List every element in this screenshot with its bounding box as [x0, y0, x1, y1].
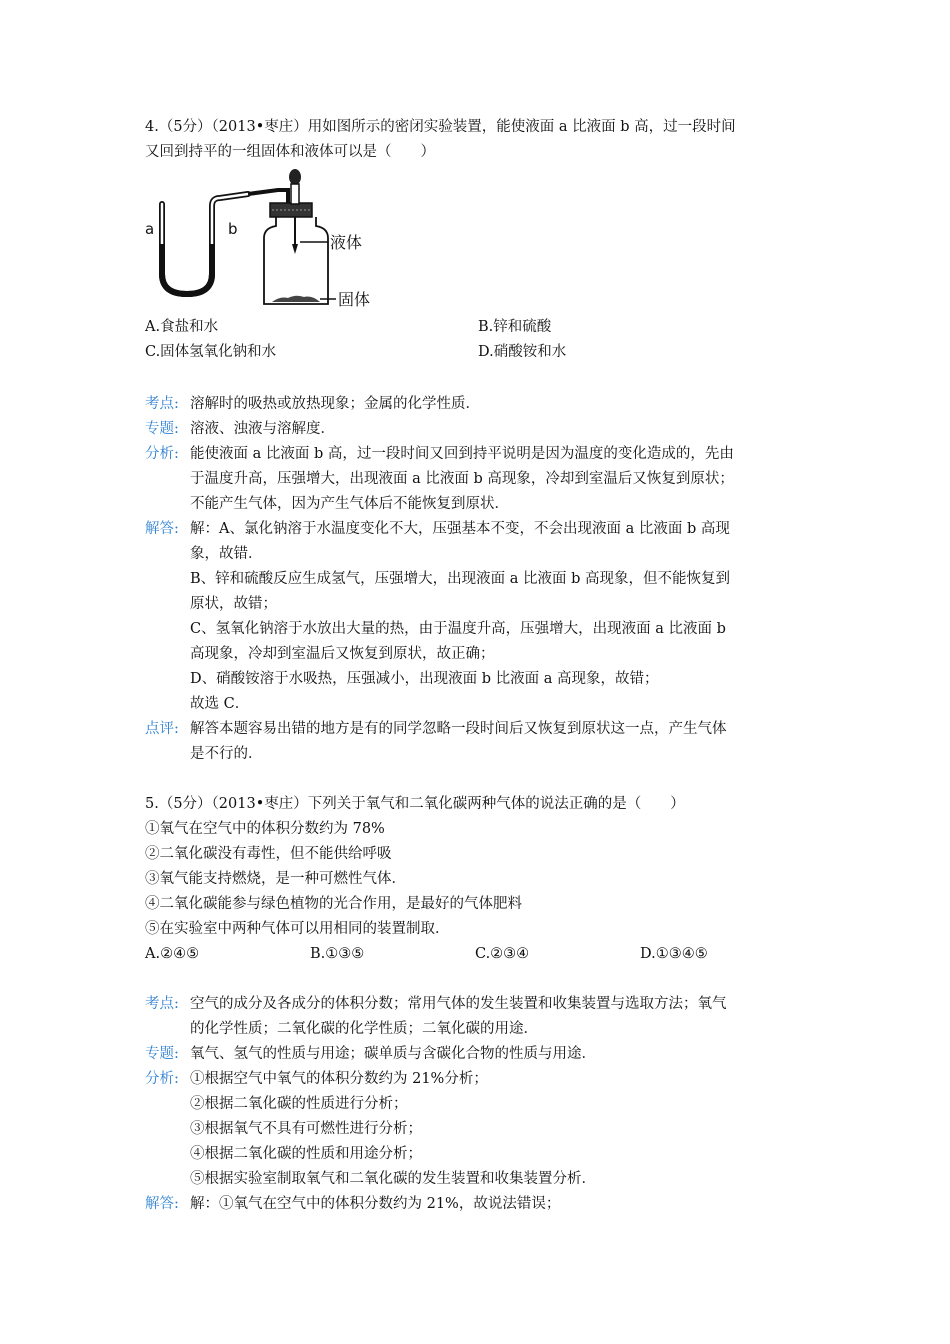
q4-dianping-line: 解答本题容易出错的地方是有的同学忽略一段时间后又恢复到原状这一点，产生气体 [190, 721, 727, 737]
u-tube [162, 194, 248, 294]
q4-fenxi-line: 于温度升高，压强增大，出现液面 a 比液面 b 高现象，冷却到室温后又恢复到原状； [190, 471, 734, 487]
label-a: a [145, 220, 155, 238]
q4-jieda-line: D、硝酸铵溶于水吸热，压强减小，出现液面 b 比液面 a 高现象，故错； [190, 671, 659, 687]
q5-option-c: C.②③④ [475, 946, 530, 962]
q5-jieda-label: 解答: [145, 1196, 179, 1212]
q4-fenxi-line: 能使液面 a 比液面 b 高，过一段时间又回到持平说明是因为温度的变化造成的，先由 [190, 446, 734, 462]
q5-jieda: 解：①氧气在空气中的体积分数约为 21%，故说法错误； [190, 1196, 561, 1212]
q5-option-d: D.①③④⑤ [640, 946, 708, 962]
q4-kaodian: 溶解时的吸热或放热现象；金属的化学性质． [190, 396, 480, 412]
u-tube-inner [162, 194, 248, 294]
q4-option-c: C.固体氢氧化钠和水 [145, 344, 277, 360]
q5-fenxi-line: ③根据氧气不具有可燃性进行分析； [190, 1121, 422, 1137]
q5-item: ④二氧化碳能参与绿色植物的光合作用，是最好的气体肥料 [145, 896, 522, 912]
q4-fenxi-label: 分析: [145, 446, 179, 462]
q5-item: ⑤在实验室中两种气体可以用相同的装置制取． [145, 921, 450, 937]
q4-jieda-line: 解：A、氯化钠溶于水温度变化不大，压强基本不变，不会出现液面 a 比液面 b 高现 [190, 521, 730, 537]
solid-layer [272, 296, 320, 302]
q4-jieda-label: 解答: [145, 521, 179, 537]
q5-fenxi-label: 分析: [145, 1071, 179, 1087]
apparatus-figure [140, 166, 380, 316]
q5-item: ①氧气在空气中的体积分数约为 78% [145, 821, 385, 837]
q5-option-a: A.②④⑤ [145, 946, 200, 962]
dropper-bulb [289, 169, 301, 185]
q5-fenxi-line: ④根据二氧化碳的性质和用途分析； [190, 1146, 422, 1162]
q5-kaodian-label: 考点: [145, 996, 179, 1012]
q4-jieda-line: 故选 C． [190, 696, 250, 712]
q5-stem: 5.（5分）（2013•枣庄）下列关于氧气和二氧化碳两种气体的说法正确的是（ ） [145, 796, 685, 812]
q4-fenxi-line: 不能产生气体，因为产生气体后不能恢复到原状． [190, 496, 509, 512]
q4-jieda-line: 原状，故错； [190, 596, 277, 612]
q4-jieda-line: C、氢氧化钠溶于水放出大量的热，由于温度升高，压强增大，出现液面 a 比液面 b [190, 621, 726, 637]
q5-kaodian-line: 空气的成分及各成分的体积分数；常用气体的发生装置和收集装置与选取方法；氧气 [190, 996, 727, 1012]
dropper-stem [291, 184, 299, 204]
u-tube-liquid [162, 244, 212, 294]
q5-fenxi-line: ②根据二氧化碳的性质进行分析； [190, 1096, 408, 1112]
q4-jieda-line: B、锌和硫酸反应生成氢气，压强增大，出现液面 a 比液面 b 高现象，但不能恢复到 [190, 571, 731, 587]
q5-item: ③氧气能支持燃烧，是一种可燃性气体． [145, 871, 406, 887]
q4-zhuanti: 溶液、浊液与溶解度． [190, 421, 335, 437]
q4-jieda-line: 高现象，冷却到室温后又恢复到原状，故正确； [190, 646, 495, 662]
label-solid: 固体 [338, 290, 371, 309]
q5-fenxi-line: ①根据空气中氧气的体积分数约为 21%分析； [190, 1071, 488, 1087]
q4-option-a: A.食盐和水 [145, 319, 219, 335]
q5-item: ②二氧化碳没有毒性，但不能供给呼吸 [145, 846, 392, 862]
q5-option-b: B.①③⑤ [310, 946, 365, 962]
connecting-tube [248, 190, 288, 204]
q4-kaodian-label: 考点: [145, 396, 179, 412]
q4-stem-line-2: 又回到持平的一组固体和液体可以是（ ） [145, 144, 435, 160]
q4-option-d: D.硝酸铵和水 [478, 344, 567, 360]
q5-fenxi-line: ⑤根据实验室制取氧气和二氧化碳的发生装置和收集装置分析． [190, 1171, 596, 1187]
q5-zhuanti: 氧气、氢气的性质与用途；碳单质与含碳化合物的性质与用途． [190, 1046, 596, 1062]
label-b: b [228, 220, 238, 238]
q4-jieda-line: 象，故错． [190, 546, 263, 562]
q4-dianping-line: 是不行的． [190, 746, 263, 762]
q4-stem-line-1: 4.（5分）（2013•枣庄）用如图所示的密闭实验装置，能使液面 a 比液面 b 高，过一段时间 [145, 119, 736, 135]
q5-kaodian-line: 的化学性质；二氧化碳的化学性质；二氧化碳的用途． [190, 1021, 538, 1037]
q4-option-b: B.锌和硫酸 [478, 319, 552, 335]
q4-dianping-label: 点评: [145, 721, 179, 737]
q5-zhuanti-label: 专题: [145, 1046, 179, 1062]
q4-zhuanti-label: 专题: [145, 421, 179, 437]
label-liquid: 液体 [330, 233, 363, 252]
